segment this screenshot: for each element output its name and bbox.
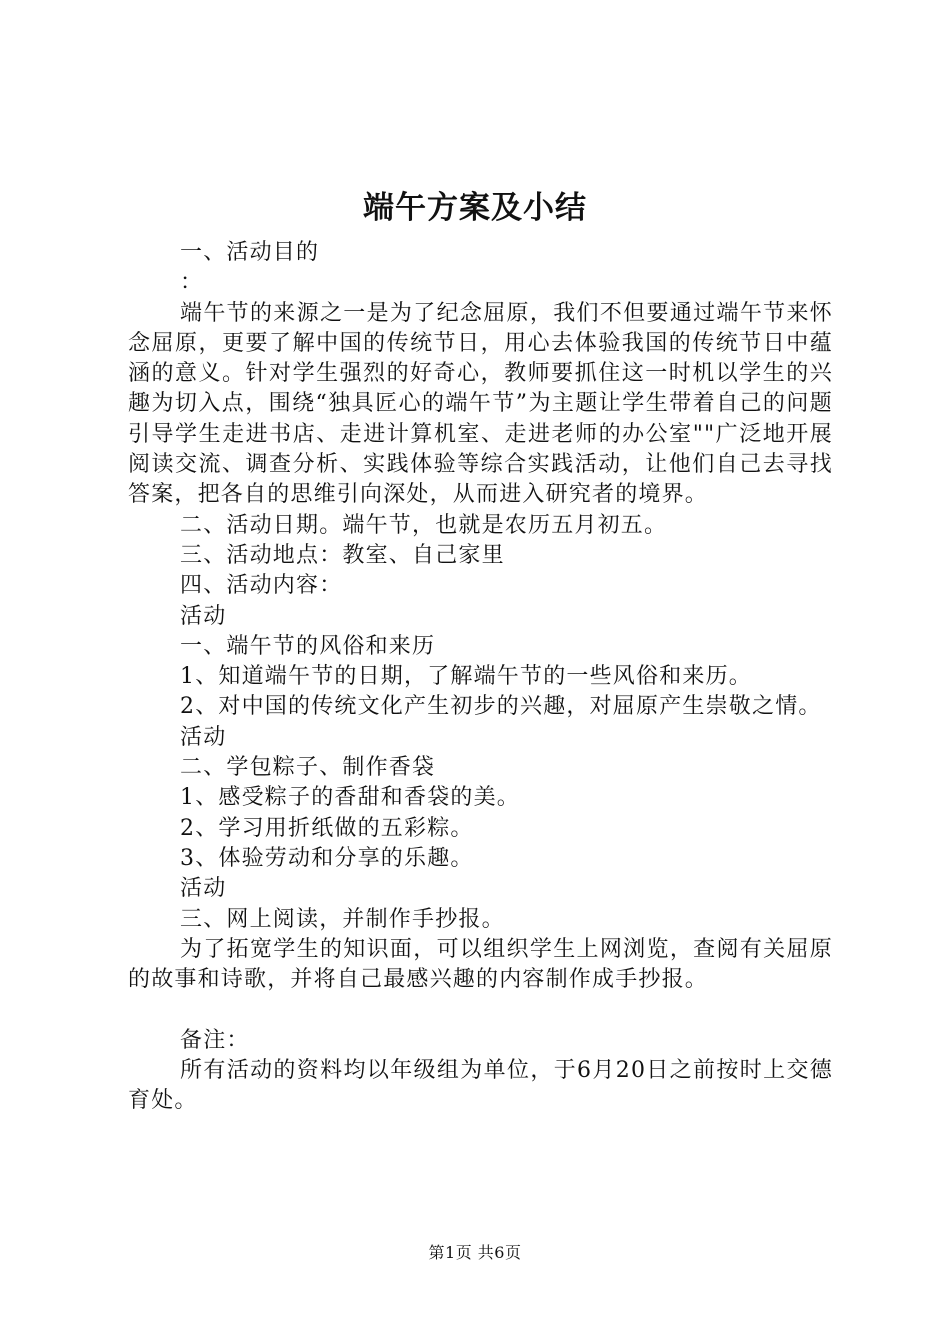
activity-2-item-1: 1、感受粽子的香甜和香袋的美。 — [180, 785, 520, 811]
section-heading-date: 二、活动日期。端午节，也就是农历五月初五。 — [180, 512, 668, 538]
notes-paragraph: 所有活动的资料均以年级组为单位，于6月20日之前按时上交德育处。 — [128, 1058, 833, 1114]
activity-3-description: 为了拓宽学生的知识面，可以组织学生上网浏览，查阅有关屈原的故事和诗歌，并将自己最感兴趣的内容制作成手抄报。 — [128, 936, 833, 993]
activity-2-item-3: 3、体验劳动和分享的乐趣。 — [180, 845, 474, 871]
activity-label-3: 活动 — [180, 876, 227, 902]
activity-1-item-1: 1、知道端午节的日期，了解端午节的一些风俗和来历。 — [180, 664, 752, 690]
activity-1-item-2: 2、对中国的传统文化产生初步的兴趣，对屈原产生崇敬之情。 — [180, 694, 822, 720]
activity-title-2: 二、学包粽子、制作香袋 — [180, 755, 436, 781]
document-title: 端午方案及小结 — [363, 190, 587, 226]
page-footer: 第1页 共6页 — [428, 1243, 522, 1262]
activity-label-1: 活动 — [180, 603, 227, 629]
section-heading-purpose: 一、活动目的 — [180, 240, 320, 265]
activity-title-3: 三、网上阅读，并制作手抄报。 — [180, 906, 505, 932]
activity-label-2: 活动 — [180, 724, 227, 750]
colon-line: ： — [180, 270, 204, 296]
blank-line — [128, 995, 833, 1025]
notes-heading: 备注： — [180, 1027, 250, 1053]
activity-2-item-2: 2、学习用折纸做的五彩粽。 — [180, 815, 474, 841]
activity-title-1: 一、端午节的风俗和来历 — [180, 633, 436, 659]
section-heading-location: 三、活动地点：教室、自己家里 — [180, 542, 505, 568]
document-body — [128, 238, 833, 1117]
purpose-paragraph: 端午节的来源之一是为了纪念屈原，我们不但要通过端午节来怀念屈原，更要了解中国的传统节日，用心去体验我国的传统节日中蕴涵的意义。针对学生强烈的好奇心，教师要抓住这一时机以学生的兴趣为切入点，围绕“独具匠心的端午节”为主题让学生带着自己的问题引导学生走进书店、走进计算机室、走进老师的办公室""广泛地开展阅读交流、调查分析、实践体验等综合实践活动，让他们自己去寻找答案，把各自的思维引向深处，从而进入研究者的境界。 — [128, 300, 833, 508]
section-heading-content: 四、活动内容： — [180, 573, 343, 599]
